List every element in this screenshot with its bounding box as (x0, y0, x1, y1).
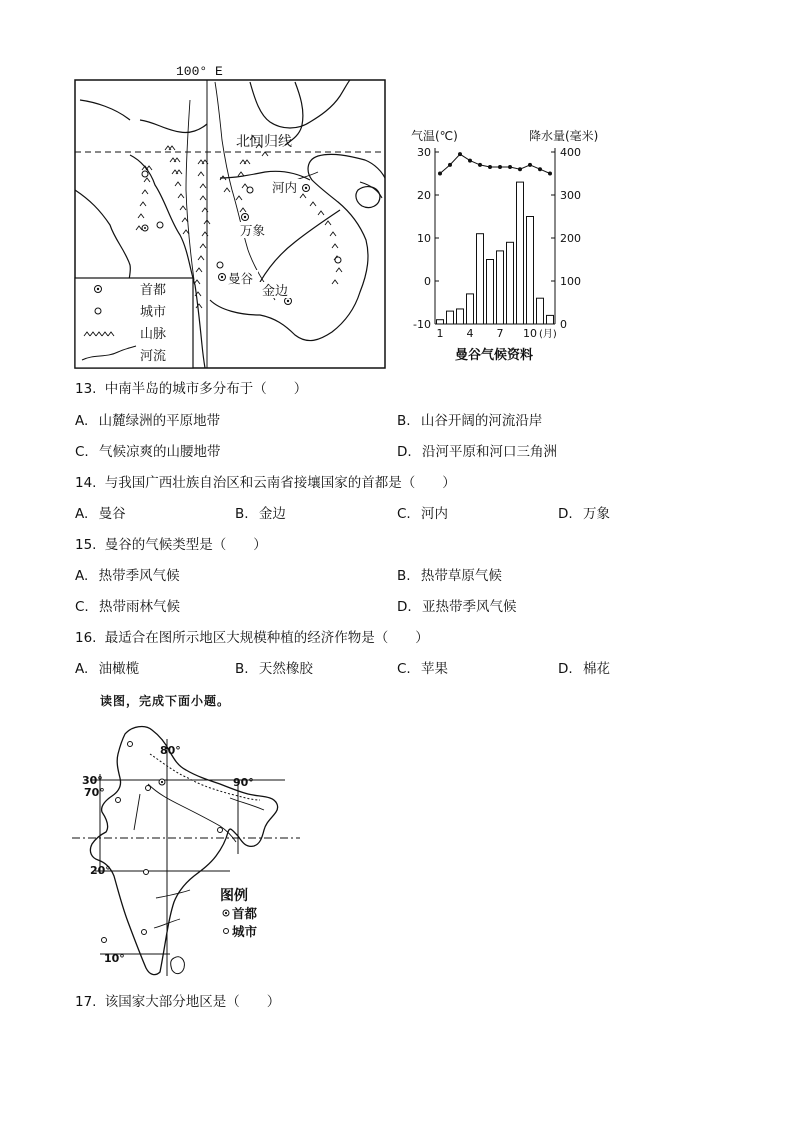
q13-option-b[interactable] (397, 412, 542, 430)
option-text: 热带雨林气候 (99, 599, 181, 615)
legend-title: 图例 (220, 888, 248, 904)
left-tick-label: -10 (413, 318, 431, 331)
right-tick-label: 300 (560, 189, 581, 202)
left-tick-label: 0 (424, 275, 431, 288)
capital-phnompenh (260, 282, 296, 305)
q13-option-d[interactable] (397, 443, 557, 461)
question-number: 16. (75, 630, 97, 646)
left-tick-label: 20 (417, 189, 431, 202)
temperature-point (438, 172, 442, 176)
tropic-label: 北回归线 (236, 134, 292, 150)
question-text: 曼谷的气候类型是（ ） (104, 537, 267, 553)
option-text: 曼谷 (98, 506, 126, 522)
q15-option-b[interactable] (397, 567, 502, 585)
temperature-line (440, 154, 550, 173)
legend-capital-label: 首都 (140, 283, 167, 298)
temperature-point (548, 172, 552, 176)
question-13 (75, 380, 307, 398)
question-number: 13. (75, 381, 97, 397)
capital-vientiane (238, 214, 270, 239)
option-letter: C. (397, 506, 411, 522)
q15-option-d[interactable] (397, 598, 516, 616)
x-tick-label: 1 (436, 327, 444, 340)
option-text: 苹果 (421, 661, 449, 677)
option-letter: D. (397, 444, 412, 460)
temperature-point (448, 163, 452, 167)
intro-text: 读图，完成下面小题。 (100, 694, 231, 708)
lon-label-70: 70° (84, 786, 105, 799)
x-tick-label: 10 (523, 327, 537, 340)
meridian-label: 100° E (176, 64, 223, 79)
right-tick-label: 400 (560, 146, 581, 159)
option-text: 油橄榄 (98, 661, 140, 677)
city-label-bangkok: 曼谷 (228, 271, 254, 286)
lon-label-90: 90° (233, 776, 254, 789)
option-letter: D. (558, 661, 573, 677)
q14-option-b[interactable] (235, 505, 286, 523)
q13-option-a[interactable] (75, 412, 220, 430)
option-text: 棉花 (582, 661, 610, 677)
question-number: 17. (75, 994, 97, 1010)
india-map (70, 714, 310, 979)
city-label-phnompenh: 金边 (262, 284, 289, 299)
option-text: 山谷开阔的河流沿岸 (420, 413, 543, 429)
question-number: 14. (75, 475, 97, 491)
q15-option-c[interactable] (75, 598, 180, 616)
indochina-map (70, 60, 390, 370)
city-label-vientiane: 万象 (240, 223, 266, 238)
right-tick-label: 100 (560, 275, 581, 288)
precip-bar (547, 315, 554, 324)
right-tick-label: 200 (560, 232, 581, 245)
option-letter: A. (75, 568, 89, 584)
option-text: 热带草原气候 (420, 568, 502, 584)
option-text: 热带季风气候 (98, 568, 180, 584)
option-letter: A. (75, 413, 89, 429)
precip-bar (507, 242, 514, 324)
city-label-hanoi: 河内 (272, 180, 298, 195)
q16-option-b[interactable] (235, 660, 313, 678)
lat-label-30: 30° (82, 774, 103, 787)
q14-option-a[interactable] (75, 505, 126, 523)
lat-label-20: 20° (90, 864, 111, 877)
temperature-point (508, 165, 512, 169)
climate-plot-area (413, 146, 581, 340)
temperature-point (458, 152, 462, 156)
option-letter: A. (75, 506, 89, 522)
q16-option-c[interactable] (397, 660, 448, 678)
precip-bar (537, 298, 544, 324)
legend-river-label: 河流 (140, 349, 167, 364)
option-letter: B. (235, 661, 249, 677)
precip-bar (467, 294, 474, 324)
precip-bar (437, 320, 444, 324)
srilanka-outline (171, 957, 185, 974)
x-tick-label: 4 (466, 327, 474, 340)
option-letter: B. (397, 568, 411, 584)
option-letter: B. (235, 506, 249, 522)
map2-capital (159, 779, 165, 785)
hainan-island (356, 187, 380, 208)
temperature-point (518, 167, 522, 171)
option-text: 山麓绿洲的平原地带 (98, 413, 221, 429)
q14-option-c[interactable] (397, 505, 448, 523)
option-text: 天然橡胶 (258, 661, 313, 677)
temperature-point (528, 163, 532, 167)
precip-bar (447, 311, 454, 324)
option-letter: A. (75, 661, 89, 677)
map2-cities (102, 742, 223, 943)
option-text: 金边 (258, 506, 286, 522)
q13-option-c[interactable] (75, 443, 221, 461)
chart-caption: 曼谷气候资料 (455, 348, 534, 363)
question-text: 中南半岛的城市多分布于（ ） (104, 381, 308, 397)
option-text: 万象 (582, 506, 610, 522)
question-14 (75, 474, 456, 492)
lon-label-80: 80° (160, 744, 181, 757)
map2-legend (218, 884, 288, 944)
option-text: 气候凉爽的山腰地带 (99, 444, 221, 460)
q14-option-d[interactable] (558, 505, 610, 523)
temperature-point (498, 165, 502, 169)
precip-bar (457, 309, 464, 324)
precip-bar (497, 251, 504, 324)
temperature-point (538, 167, 542, 171)
question-text: 与我国广西壮族自治区和云南省接壤国家的首都是（ ） (104, 475, 456, 491)
q16-option-a[interactable] (75, 660, 139, 678)
left-axis-title: 气温(℃) (411, 129, 458, 143)
left-tick-label: 10 (417, 232, 431, 245)
legend-city-label: 城市 (140, 305, 167, 320)
climate-chart (405, 122, 615, 367)
lat-label-10: 10° (104, 952, 125, 965)
question-number: 15. (75, 537, 97, 553)
left-tick-label: 30 (417, 146, 431, 159)
map-legend (75, 278, 193, 368)
temperature-point (488, 165, 492, 169)
option-text: 亚热带季风气候 (421, 599, 517, 615)
legend-mountain-label: 山脉 (140, 327, 167, 342)
precip-bar (527, 217, 534, 325)
option-text: 河内 (421, 506, 449, 522)
capital-misc (142, 225, 148, 231)
question-text: 最适合在图所示地区大规模种植的经济作物是（ ） (104, 630, 429, 646)
question-17 (75, 993, 280, 1011)
option-letter: C. (397, 661, 411, 677)
option-letter: D. (558, 506, 573, 522)
question-15 (75, 536, 267, 554)
legend-capital-label: 首都 (232, 906, 258, 921)
x-unit-label: (月) (539, 329, 557, 340)
capital-hanoi (270, 179, 310, 195)
question-16 (75, 629, 429, 647)
temperature-point (468, 159, 472, 163)
q16-option-d[interactable] (558, 660, 610, 678)
precip-bar (477, 234, 484, 324)
temperature-point (478, 163, 482, 167)
x-tick-label: 7 (496, 327, 504, 340)
precip-bar (517, 182, 524, 324)
option-letter: B. (397, 413, 411, 429)
option-letter: C. (75, 599, 89, 615)
capital-bangkok (219, 270, 259, 286)
question-text: 该国家大部分地区是（ ） (104, 994, 281, 1010)
right-tick-label: 0 (560, 318, 567, 331)
right-axis-title: 降水量(毫米) (529, 129, 599, 143)
q15-option-a[interactable] (75, 567, 180, 585)
legend-city-label: 城市 (232, 924, 258, 939)
option-text: 沿河平原和河口三角洲 (421, 444, 557, 460)
option-letter: C. (75, 444, 89, 460)
precip-bar (487, 260, 494, 325)
option-letter: D. (397, 599, 412, 615)
